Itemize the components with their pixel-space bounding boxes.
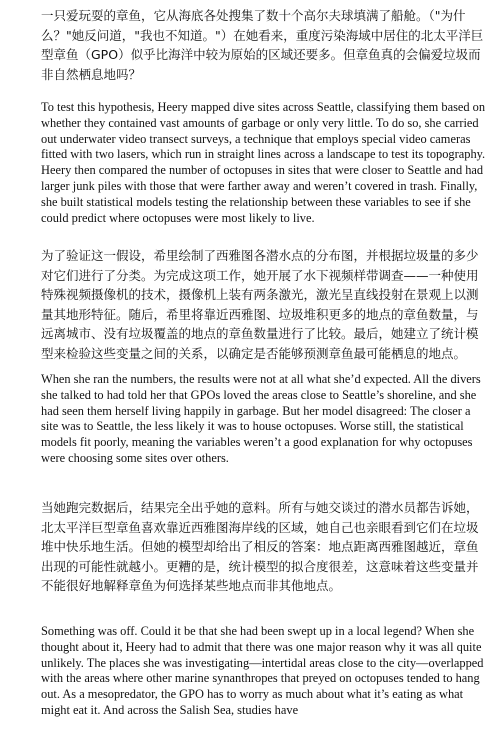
paragraph-en-3: Something was off. Could it be that she had been swept up in a local legend? When she thought about it, Heery had to admit that there was one major reason why it was all quite unlikely. The places she was investigating—intertidal areas close to the city—overlapped with the areas where other marine synanthropes that preyed on octopuses tended to hang out. As a mesopredator, the GPO has to worry as much about what it’s eating as what might eat it. And across the Salish Sea, studies have: [41, 624, 484, 717]
paragraph-zh-1: 一只爱玩耍的章鱼，它从海底各处搜集了数十个高尔夫球填满了船舱。（"为什么？"她反问道，"我也不知道。"）在她看来，重度污染海域中居住的北太平洋巨型章鱼（GPO）似乎比海洋中较为原始的区域还要多。但章鱼真的会偏爱垃圾而非自然栖息地吗？: [41, 8, 484, 82]
paragraph-zh-3: 当她跑完数据后，结果完全出乎她的意料。所有与她交谈过的潜水员都告诉她，北太平洋巨型章鱼喜欢靠近西雅图海岸线的区域，她自己也亲眼看到它们在垃圾堆中快乐地生活。但她的模型却给出了相反的答案：地点距离西雅图越近，章鱼出现的可能性就越小。更糟的是，统计模型的拟合度很差，这意味着这些变量并不能很好地解释章鱼为何选择某些地点而非其他地点。: [41, 500, 479, 594]
paragraph-zh-2: 为了验证这一假设，希里绘制了西雅图各潜水点的分布图，并根据垃圾量的多少对它们进行了分类。为完成这项工作，她开展了水下视频样带调查——一种使用特殊视频摄像机的技术，摄像机上装有两条激光，激光呈直线投射在景观上以测量其地形特征。随后，希里将靠近西雅图、垃圾堆积更多的地点的章鱼数量，与远离城市、没有垃圾覆盖的地点的章鱼数量进行了比较。最后，她建立了统计模型来检验这些变量之间的关系，以确定是否能够预测章鱼最可能栖息的地点。: [41, 248, 479, 361]
paragraph-en-2: When she ran the numbers, the results were not at all what she’d expected. All the divers she talked to had told her that GPOs loved the areas close to Seattle’s shoreline, and she had seen them herself living happily in garbage. But her model disagreed: The closer a site was to Seattle, the less likely it was to house octopuses. Worse still, the statistical models fit poorly, meaning the variables weren’t a good explanation for why octopuses were choosing some sites over others.: [41, 372, 481, 465]
paragraph-en-1: To test this hypothesis, Heery mapped dive sites across Seattle, classifying them based on whether they contained vast amounts of garbage or only very little. To do so, she carried out underwater video transect surveys, a technique that employs special video cameras fitted with two lasers, which run in straight lines across a landscape to test its topography. Heery then compared the number of octopuses in sites that were closer to Seattle and had larger junk piles with those that were farther away and weren’t covered in trash. Finally, she built statistical models testing the relationship between these variables to see if she could predict where octopuses were most likely to live.: [41, 100, 486, 225]
